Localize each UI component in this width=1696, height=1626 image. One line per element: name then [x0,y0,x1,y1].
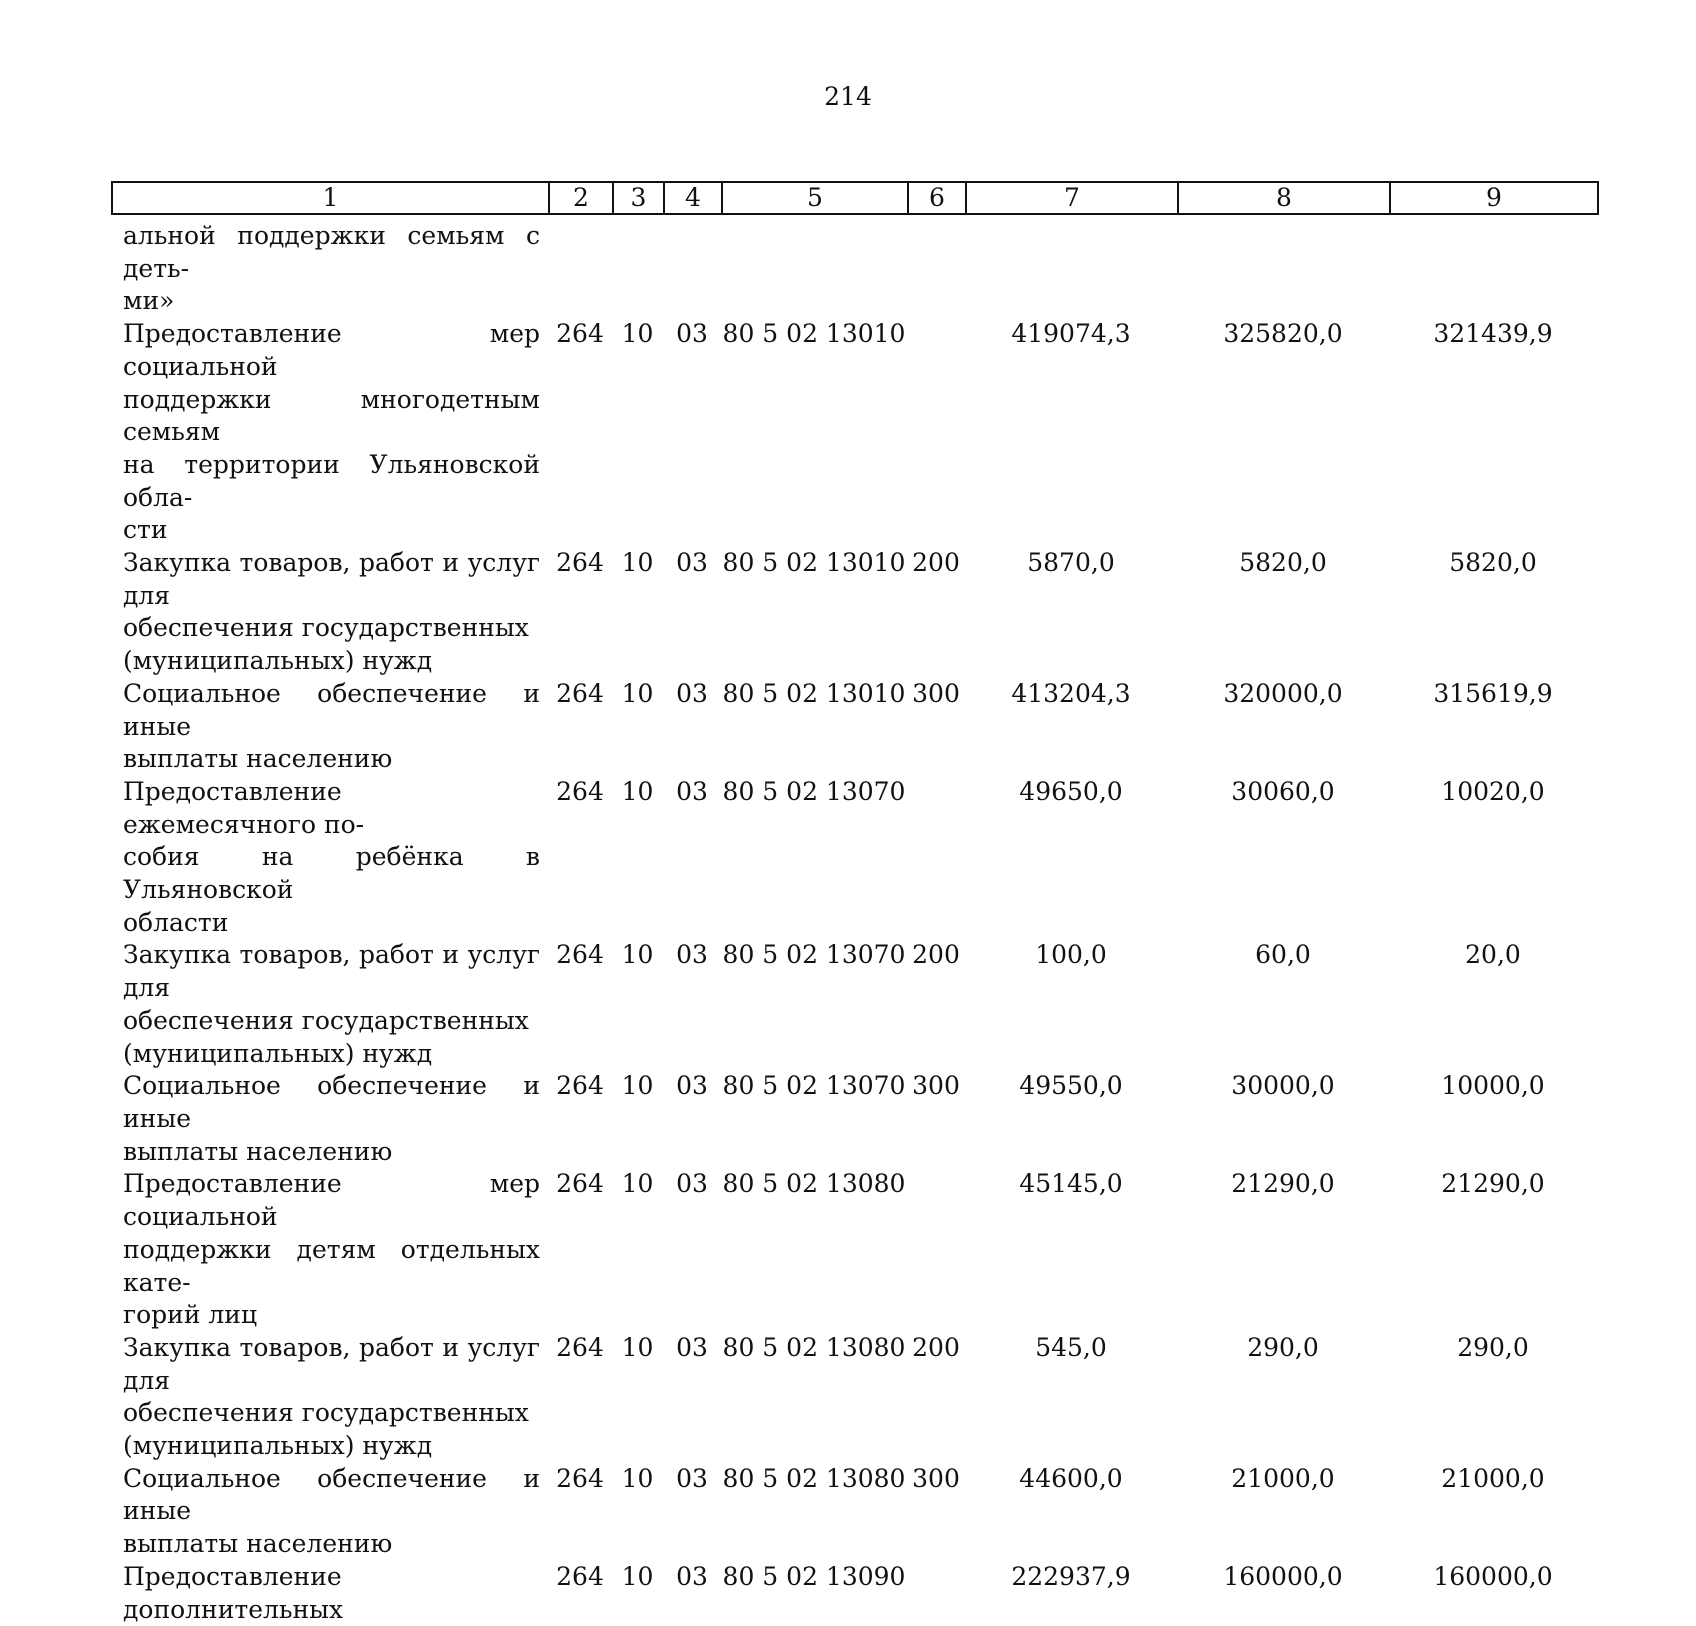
row-description [111,220,548,318]
cell-col-6: 200 [912,940,960,970]
row-description [111,939,548,1070]
cell-col-4: 03 [676,1071,708,1101]
description-line: ми» [123,286,175,316]
table-row [111,678,1597,776]
description-line: сти [123,515,168,545]
row-description [111,776,548,940]
cell-col-3: 10 [621,678,654,708]
cell-col-7: 419074,3 [1011,319,1131,349]
row-description [111,1070,548,1168]
description-line: Предоставление мер социальной [123,1169,540,1232]
cell-col-6: 300 [912,1463,960,1493]
table-row [111,776,1597,940]
cell-col-2: 264 [556,776,604,806]
cell-col-5: 80 5 02 13010 [722,678,906,708]
description-line: выплаты населению [123,1529,393,1559]
cell-col-7: 413204,3 [1011,678,1131,708]
cell-col-5: 80 5 02 13010 [722,548,906,578]
column-header-3: 3 [613,182,664,214]
cell-col-3: 10 [621,1463,654,1493]
cell-col-8: 60,0 [1255,940,1311,970]
cell-col-7: 5870,0 [1027,548,1115,578]
table-row [111,318,1597,547]
cell-col-3: 10 [621,1169,654,1199]
cell-col-5: 80 5 02 13090 [722,1561,906,1591]
cell-col-8: 21000,0 [1231,1463,1335,1493]
cell-col-7: 545,0 [1035,1332,1107,1362]
table-body [111,220,1597,1626]
description-line: обеспечения государственных [123,613,529,643]
cell-col-7: 49550,0 [1019,1071,1123,1101]
table-row [111,547,1597,678]
table-row [111,939,1597,1070]
cell-col-3: 10 [621,1332,654,1362]
cell-col-2: 264 [556,940,604,970]
description-line: выплаты населению [123,744,393,774]
table-row [111,1463,1597,1561]
cell-col-2: 264 [556,319,604,349]
cell-col-9: 315619,9 [1433,678,1553,708]
cell-col-9: 5820,0 [1449,548,1537,578]
cell-col-4: 03 [676,940,708,970]
table-row [111,1561,1597,1626]
cell-col-4: 03 [676,1463,708,1493]
cell-col-4: 03 [676,1169,708,1199]
cell-col-3: 10 [621,548,654,578]
cell-col-5: 80 5 02 13080 [722,1463,906,1493]
cell-col-7: 44600,0 [1019,1463,1123,1493]
cell-col-4: 03 [676,678,708,708]
description-line: Социальное обеспечение и иные [123,678,540,741]
description-line: Предоставление мер социальной [123,319,540,381]
row-description [111,678,548,776]
page-number: 214 [824,82,872,111]
description-line: на территории Ульяновской обла- [123,449,540,512]
cell-col-9: 21000,0 [1441,1463,1545,1493]
column-header-1: 1 [112,182,549,214]
cell-col-2: 264 [556,1169,604,1199]
description-line: (муниципальных) нужд [123,1431,433,1461]
cell-col-4: 03 [676,776,708,806]
cell-col-6: 200 [912,548,960,578]
cell-col-5: 80 5 02 13070 [722,940,906,970]
cell-col-6: 200 [912,1332,960,1362]
cell-col-9: 10000,0 [1441,1071,1545,1101]
column-header-4: 4 [664,182,722,214]
cell-col-8: 290,0 [1247,1332,1319,1362]
cell-col-9: 20,0 [1465,940,1521,970]
cell-col-4: 03 [676,319,708,349]
description-line: Социальное обеспечение и иные [123,1071,540,1133]
cell-col-3: 10 [621,940,654,970]
row-description [111,1463,548,1561]
cell-col-5: 80 5 02 13070 [722,776,906,806]
cell-col-7: 222937,9 [1011,1561,1131,1591]
row-description [111,1332,548,1463]
description-line: Предоставление дополнительных [123,1561,344,1624]
column-header-5: 5 [722,182,908,214]
cell-col-8: 320000,0 [1223,678,1343,708]
cell-col-8: 30000,0 [1231,1071,1335,1101]
cell-col-4: 03 [676,548,708,578]
cell-col-9: 10020,0 [1441,776,1545,806]
table-row [111,1070,1597,1168]
cell-col-6: 300 [912,678,960,708]
cell-col-2: 264 [556,1463,604,1493]
row-description [111,1168,548,1332]
description-line: Закупка товаров, работ и услуг для [123,548,540,610]
description-line: области [123,907,229,937]
cell-col-3: 10 [621,1071,654,1101]
cell-col-9: 160000,0 [1433,1561,1553,1591]
column-header-row [112,182,1598,214]
cell-col-7: 100,0 [1035,940,1107,970]
cell-col-3: 10 [621,776,654,806]
cell-col-5: 80 5 02 13070 [722,1071,906,1101]
cell-col-3: 10 [621,319,654,349]
description-line: поддержки детям отдельных кате- [123,1234,540,1297]
column-header-8: 8 [1178,182,1390,214]
row-description [111,1561,548,1626]
cell-col-3: 10 [621,1561,654,1591]
cell-col-8: 160000,0 [1223,1561,1343,1591]
description-line: (муниципальных) нужд [123,646,433,676]
cell-col-2: 264 [556,1071,604,1101]
description-line: Закупка товаров, работ и услуг для [123,1332,540,1395]
cell-col-8: 325820,0 [1223,319,1343,349]
table-row [111,220,1597,318]
description-line: горий лиц [123,1300,258,1330]
cell-col-5: 80 5 02 13080 [722,1169,906,1199]
table-row [111,1332,1597,1463]
cell-col-2: 264 [556,678,604,708]
cell-col-7: 49650,0 [1019,776,1123,806]
description-line: собия на ребёнка в Ульяновской [123,842,540,905]
table-row [111,1168,1597,1332]
description-line: поддержки многодетным семьям [123,384,540,447]
row-description [111,318,548,547]
cell-col-7: 45145,0 [1019,1169,1123,1199]
cell-col-9: 290,0 [1457,1332,1529,1362]
cell-col-8: 5820,0 [1239,548,1327,578]
description-line: (муниципальных) нужд [123,1038,433,1068]
cell-col-6: 300 [912,1071,960,1101]
description-line: обеспечения государственных [123,1398,529,1428]
cell-col-9: 21290,0 [1441,1169,1545,1199]
column-header-6: 6 [908,182,966,214]
description-line: альной поддержки семьям с деть- [123,221,540,283]
cell-col-5: 80 5 02 13010 [722,319,906,349]
cell-col-4: 03 [676,1561,708,1591]
cell-col-2: 264 [556,548,604,578]
column-header-9: 9 [1390,182,1598,214]
description-line: Социальное обеспечение и иные [123,1463,540,1526]
column-header-2: 2 [549,182,613,214]
description-line: выплаты населению [123,1136,393,1166]
column-header-table [111,181,1599,215]
cell-col-8: 30060,0 [1231,776,1335,806]
cell-col-2: 264 [556,1332,604,1362]
cell-col-2: 264 [556,1561,604,1591]
cell-col-9: 321439,9 [1433,319,1553,349]
row-description [111,547,548,678]
description-line: Предоставление ежемесячного по- [123,776,365,839]
cell-col-8: 21290,0 [1231,1169,1335,1199]
column-header-7: 7 [966,182,1178,214]
description-line: Закупка товаров, работ и услуг для [123,940,540,1003]
cell-col-4: 03 [676,1332,708,1362]
description-line: обеспечения государственных [123,1005,529,1035]
cell-col-5: 80 5 02 13080 [722,1332,906,1362]
